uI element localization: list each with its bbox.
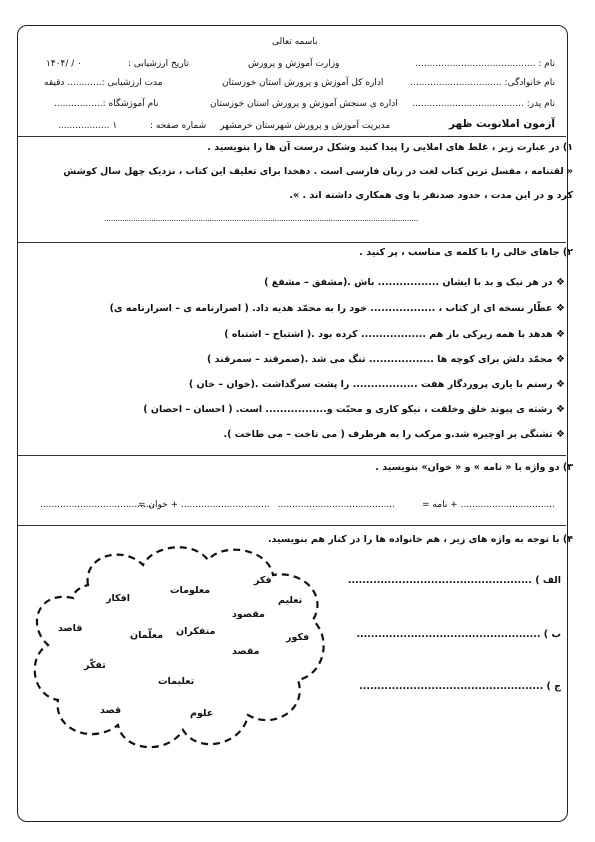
q2-item: ❖ در هر نیک و بد با ایشان ................. باش .(مشفق – مشفغ )	[264, 277, 565, 288]
q2-item: ❖ محمّد دلش برای کوچه ها .................. تنگ می شد .(صمرقند – سمرقند )	[206, 354, 565, 365]
cloud-word: علوم	[190, 708, 214, 719]
cloud-word: متفکران	[176, 626, 216, 637]
date-label: تاریخ ارزشیابی :	[128, 59, 189, 69]
diamond-bullet-icon: ❖	[552, 303, 565, 314]
school-field[interactable]: نام آموزشگاه :.................	[54, 99, 159, 109]
bismillah: باسمه تعالی	[272, 37, 318, 47]
cloud-word: معلومات	[170, 585, 211, 596]
q1-title: ۱) در عبارت زیر ، غلط های املایی را پیدا کنید وشکل درست آن ها را بنویسید .	[207, 142, 573, 153]
divider	[18, 242, 566, 243]
q2-item: ❖ عطّار نسخه ای از کتاب ، .................. خود را به محمّد هدیه داد. ( اصرارنامه ی – اسرارنامه ی)	[109, 303, 565, 314]
diamond-bullet-icon: ❖	[552, 404, 565, 415]
q3-nameh-result[interactable]: .........................................	[277, 500, 395, 510]
q3-nameh-input[interactable]: ................................. + نامه =	[422, 500, 555, 510]
duration-field[interactable]: مدت ارزشیابی :............ دقیقه	[44, 78, 163, 88]
cloud-outline	[35, 547, 324, 747]
divider	[18, 136, 566, 137]
q2-item: ❖ رستم با یاری پروردگار هفت .................. را پشت سرگذاشت .(خوان – خان )	[188, 379, 565, 390]
cloud-word: قصد	[100, 705, 122, 716]
family-field[interactable]: نام خانوادگی: ................................	[410, 78, 555, 88]
cloud-word: مقصد	[232, 646, 260, 657]
q4-answer-be[interactable]: ب ) ...................................................	[356, 629, 561, 640]
q1-line1: « لقتنامه ، مفسل ترین کتاب لغت در زبان فارسی است . دهخدا برای تعلیف این کتاب ، نزدیک چهل سال کوشش	[63, 166, 573, 177]
cloud-word: فکر	[254, 575, 272, 586]
father-field[interactable]: نام پدر: .......................................	[412, 99, 555, 109]
cloud-word: تفکّر	[84, 660, 106, 671]
q1-answer-line[interactable]: ............................................................................................................................................	[104, 214, 419, 223]
date-value: ۱۴۰۴/ / ۰	[46, 59, 82, 69]
cloud-word: فکور	[286, 632, 310, 643]
q1-line2: کرد و در این مدت ، حدود صدنفر با وی همکاری داشته اند . ».	[289, 190, 573, 201]
page-value: ۱ ..................	[58, 121, 118, 131]
cloud-word: افکار	[106, 593, 131, 604]
q3-title: ۳) دو واژه با « نامه » و « خوان» بنویسید .	[375, 462, 573, 473]
q2-title: ۲) جاهای خالی را با کلمه ی مناسب ، پر کنید .	[359, 247, 573, 258]
q2-item: ❖ تشنگی بر اوچیره شد.و مرکب را به هرطرف ( می تاخت – می طاخت ).	[223, 429, 565, 440]
cloud-word: تعلیمات	[158, 676, 195, 687]
q2-item: ❖ هدهد با همه زیرکی باز هم .................. کرده بود .( اشتباح – اشتباه )	[224, 329, 565, 340]
q4-answer-alef[interactable]: الف ) ...................................................	[347, 575, 561, 586]
org-province: اداره کل آموزش و پرورش استان خوزستان	[222, 78, 384, 88]
q4-answer-jim[interactable]: ج ) ...................................................	[359, 681, 561, 692]
diamond-bullet-icon: ❖	[552, 429, 565, 440]
q4-title: ۴) با توجه به واژه های زیر ، هم خانواده ها را در کنار هم بنویسید.	[267, 534, 573, 545]
word-cloud	[28, 540, 338, 770]
page-label: شماره صفحه :	[150, 121, 207, 131]
q3-khan-result[interactable]: ........................................	[40, 500, 155, 510]
diamond-bullet-icon: ❖	[552, 379, 565, 390]
cloud-word: قاصد	[58, 623, 83, 634]
diamond-bullet-icon: ❖	[552, 329, 565, 340]
cloud-word: مقصود	[232, 609, 265, 620]
cloud-word: معلّمان	[130, 630, 164, 641]
diamond-bullet-icon: ❖	[552, 354, 565, 365]
exam-title: آزمون املانوبت ظهر	[448, 118, 555, 130]
org-city: مدیریت آموزش و پرورش شهرستان خرمشهر	[220, 121, 391, 131]
divider	[18, 455, 566, 456]
name-field[interactable]: نام : ..........................................	[415, 59, 555, 69]
diamond-bullet-icon: ❖	[552, 277, 565, 288]
q3-khan-input[interactable]: ............................... + خوان =	[138, 500, 270, 510]
divider	[18, 525, 566, 526]
org-ministry: وزارت آموزش و پرورش	[248, 59, 340, 69]
org-assessment: اداره ی سنجش آموزش و پرورش استان خوزستان	[210, 99, 398, 109]
cloud-word: تعلیم	[278, 595, 303, 606]
q2-item: ❖ رشته ی پیوند خلق وخلقت ، نیکو کاری و محبّت و................. است. ( احسان – احصان )	[143, 404, 565, 415]
